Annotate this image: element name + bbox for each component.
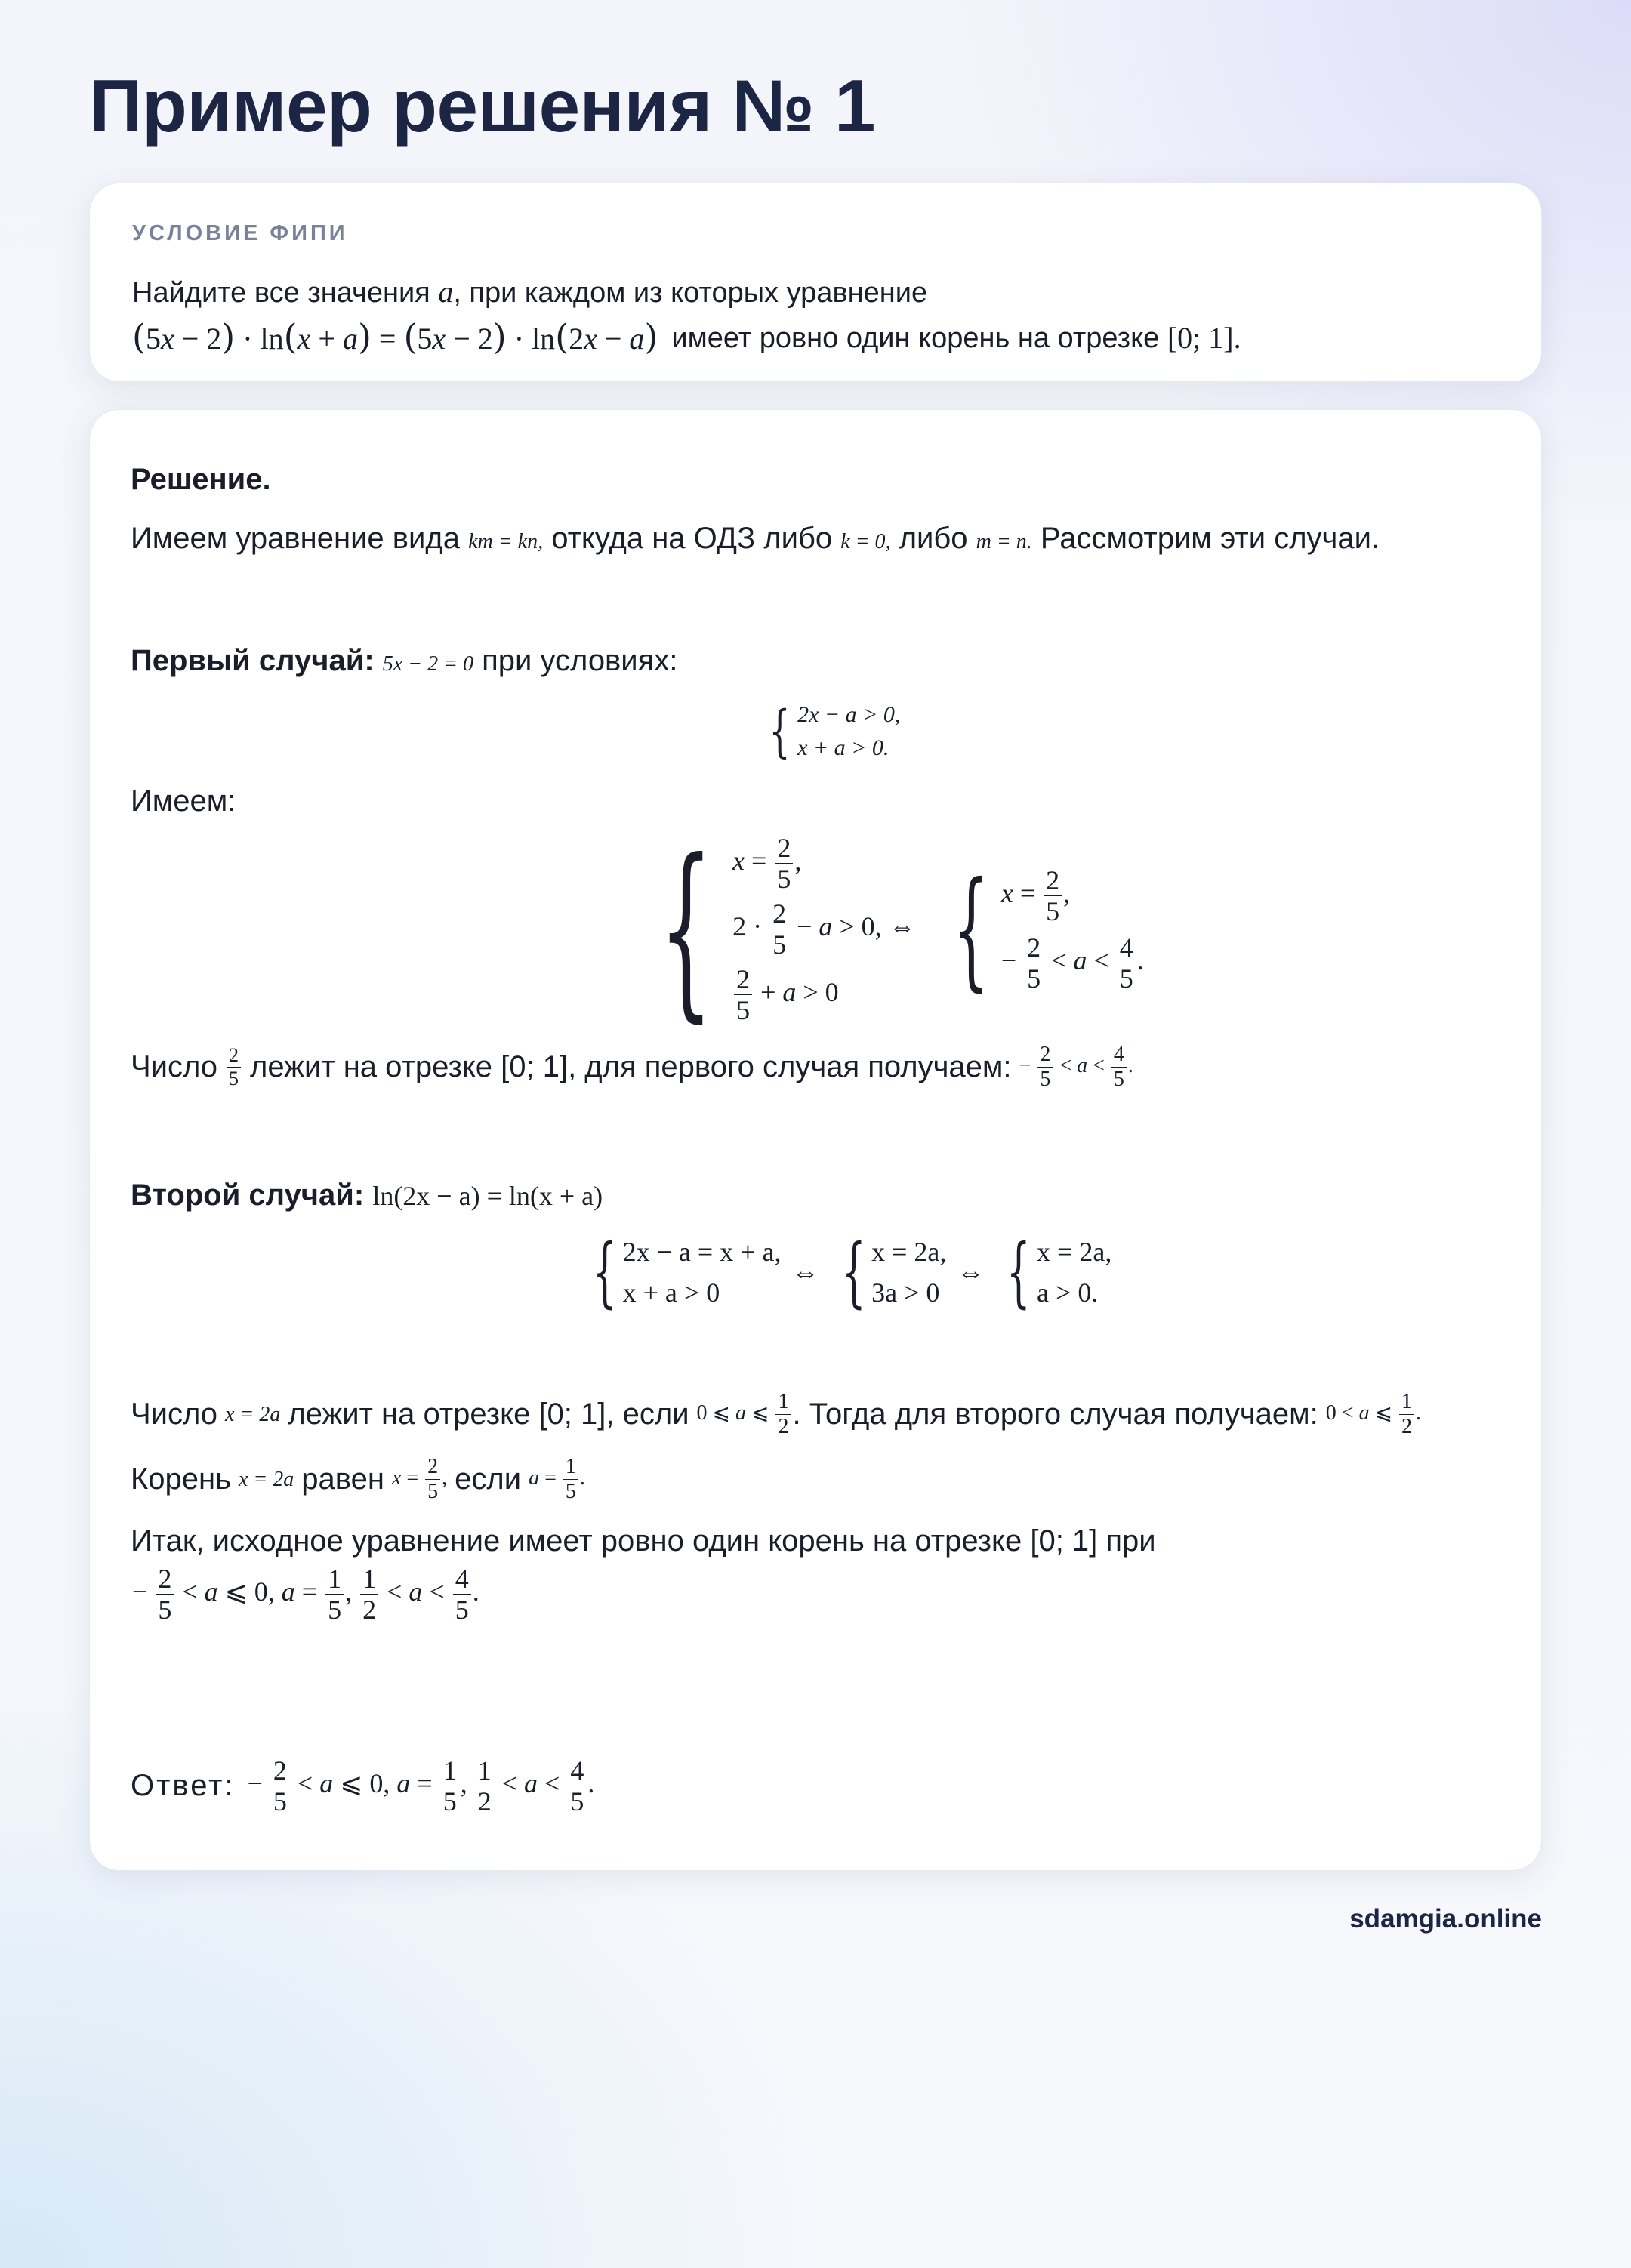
conclusion-formula: − $\frac{2}{5}$ < a ⩽ 0, a = $\frac{1}{5}$ , $\frac{1}{2}$ < a < $\frac{4}{5}$ . bbox=[132, 1564, 479, 1625]
conclusion-text: Итак, исходное уравнение имеет ровно один корень на отрезке [0; 1] при bbox=[131, 1524, 1156, 1558]
condition-equation: (5x − 2) · ln(x + a) = (5x − 2) · ln(2x − a) bbox=[132, 316, 658, 357]
condition-text bbox=[132, 270, 1499, 361]
root-line: Корень x = 2a равен x = $\frac{2}{5}$ , если a = $\frac{1}{5}$ . bbox=[131, 1455, 585, 1503]
answer-line: Ответ: − $\frac{2}{5}$ < a ⩽ 0, a = $\frac{1}{5}$ , $\frac{1}{2}$ < a < $\frac{4}{5}$ . bbox=[131, 1755, 595, 1817]
page-title: Пример решения № 1 bbox=[89, 64, 876, 147]
condition-label: УСЛОВИЕ ФИПИ bbox=[132, 221, 348, 245]
case1-result: Число $\frac{2}{5}$ лежит на отрезке [0; 1], для первого случая получаем: − $\frac{2}{5}$ < a < $\frac{4}{5}$ . bbox=[131, 1043, 1133, 1091]
case2-result: Число x = 2a лежит на отрезке [0; 1], если 0 ⩽ a ⩽ $\frac{1}{2}$ . Тогда для второго случая получаем: 0 < a ⩽ $\frac{1}{2}$ . bbox=[131, 1390, 1422, 1438]
case1-derivation: { x = $\frac{2}{5}$ , 2 · $\frac{2}{5}$ − a > 0, ⇔ $\frac{2}{5}$ + a > 0 { x = $\frac{2}{5}$ , − $\frac{2}{5}$ < a < $\frac{4}{5}$ . bbox=[658, 818, 1144, 1039]
case1-system: { 2x − a > 0, x + a > 0. bbox=[769, 699, 901, 764]
condition-line-2: (5x − 2) · ln(x + a) = (5x − 2) · ln(2x − a) имеет ровно один корень на отрезке [0; 1]. bbox=[132, 315, 1499, 361]
solution-heading: Решение. bbox=[131, 463, 271, 496]
case2-heading: Второй случай: ln(2x − a) = ln(x + a) bbox=[131, 1179, 603, 1212]
condition-card bbox=[89, 183, 1542, 382]
have-label: Имеем: bbox=[131, 784, 236, 818]
case1-heading: Первый случай: 5x − 2 = 0 при условиях: bbox=[131, 644, 678, 677]
condition-line-1: Найдите все значения a, при каждом из которых уравнение bbox=[132, 275, 928, 309]
case2-derivation: { 2x − a = x + a, x + a > 0 ⇔ { x = 2a, 3a > 0 ⇔ { x = 2a, a > 0. bbox=[592, 1228, 1112, 1316]
solution-intro: Имеем уравнение вида km = kn, откуда на ОДЗ либо k = 0, либо m = n. Рассмотрим эти случаи. bbox=[131, 522, 1380, 555]
solution-card bbox=[89, 409, 1542, 1871]
site-footer: sdamgia.online bbox=[1349, 1904, 1542, 1934]
